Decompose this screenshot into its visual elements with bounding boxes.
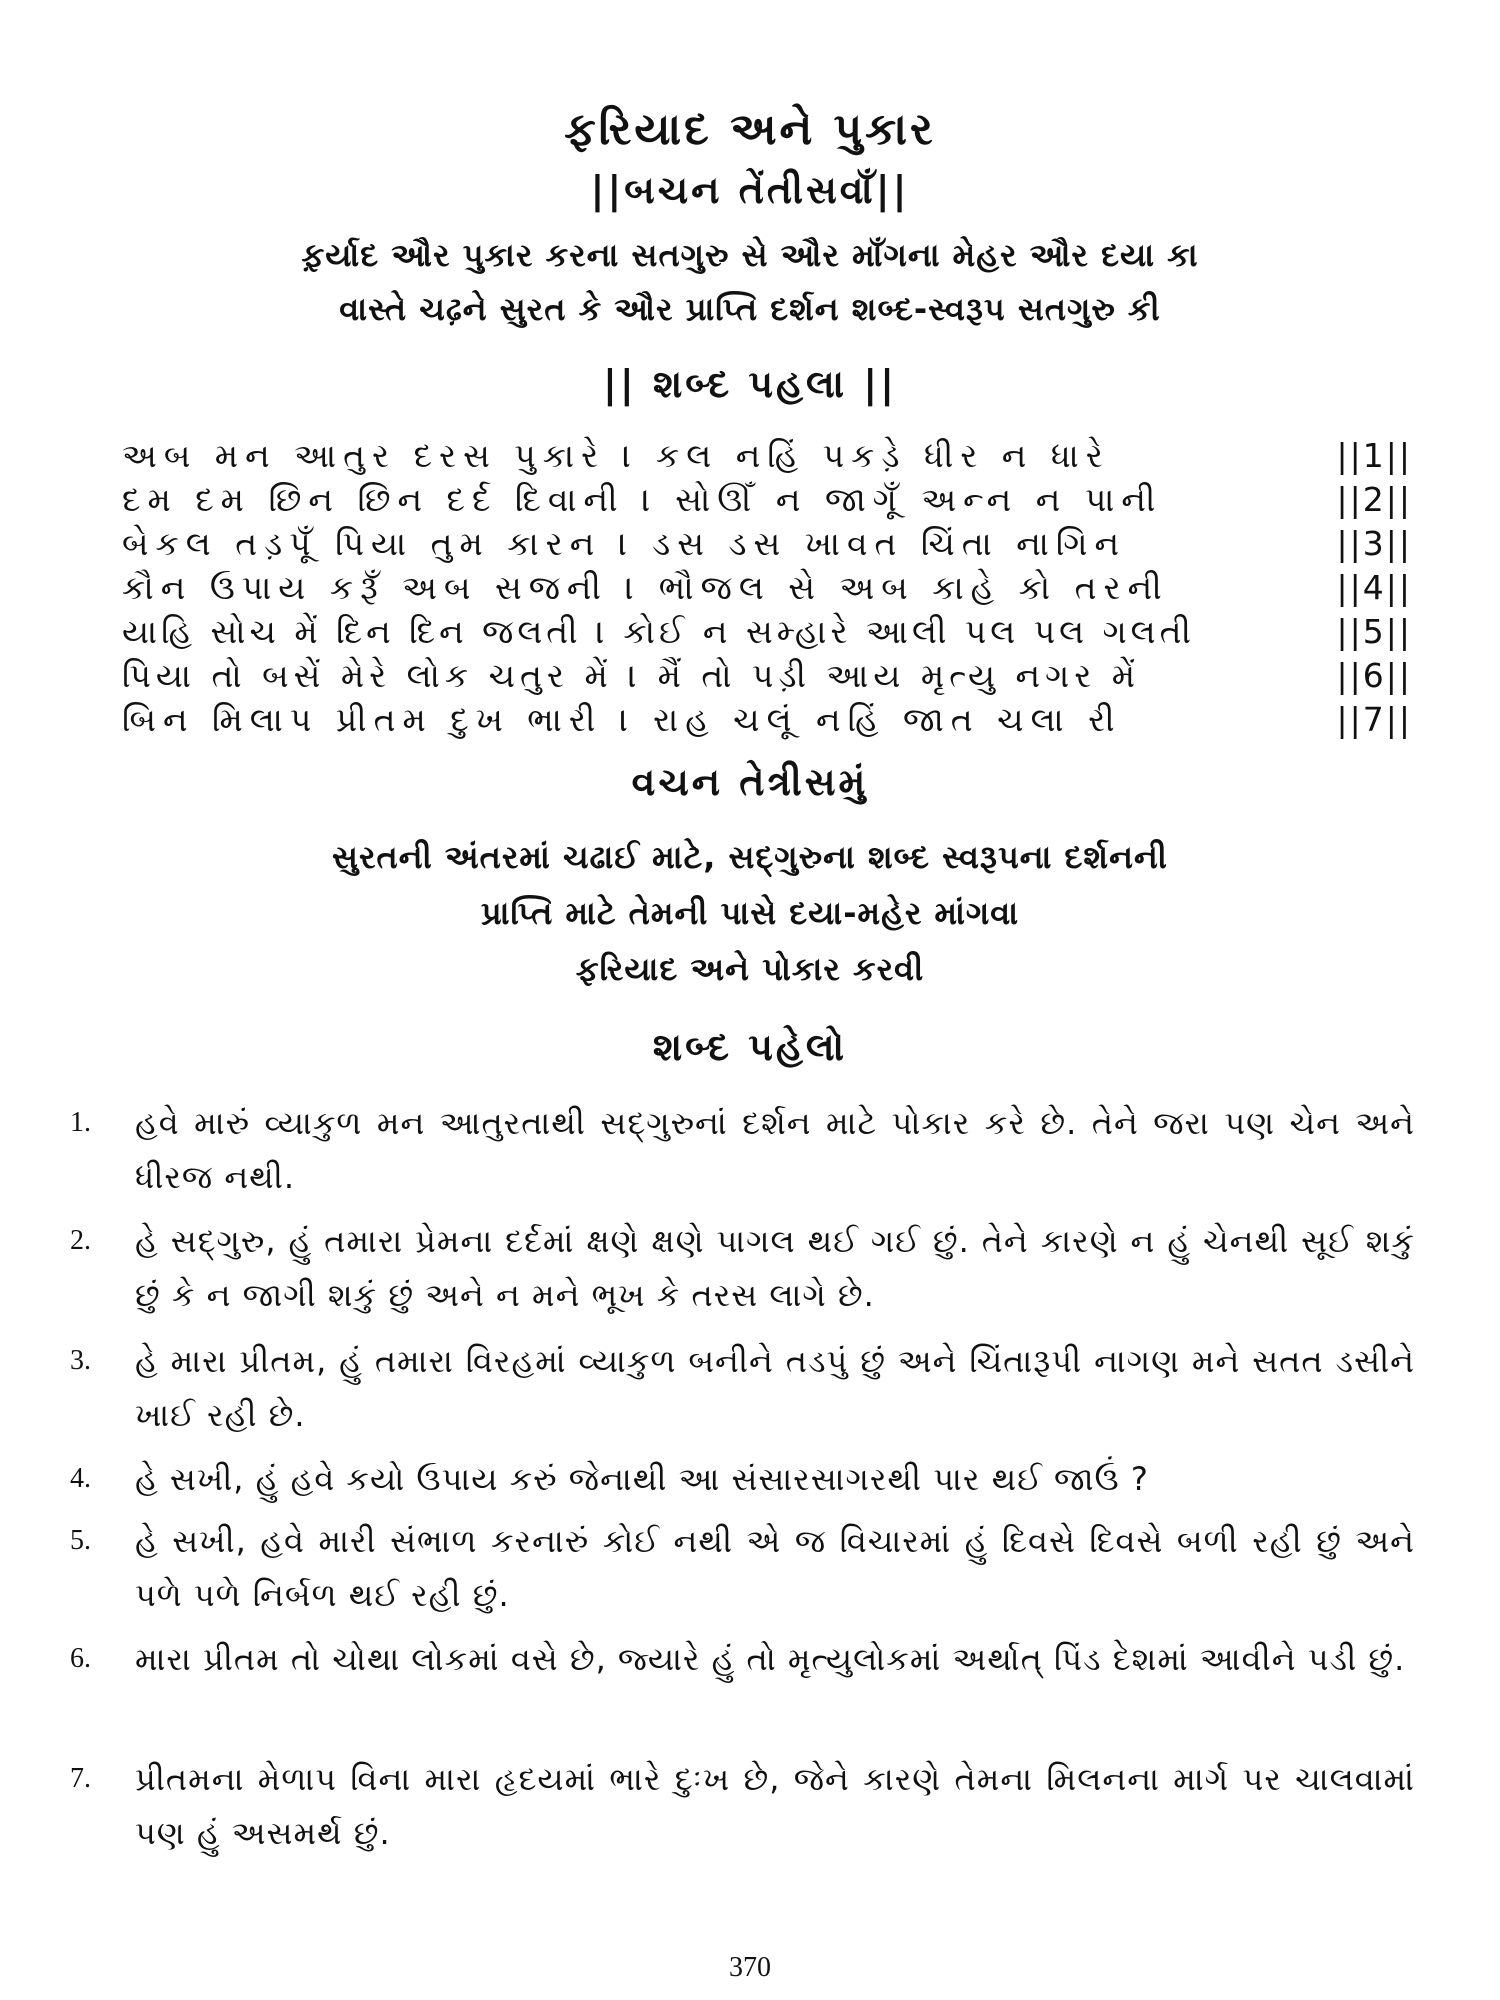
verse-line bbox=[122, 478, 1412, 522]
list-item bbox=[70, 1514, 1415, 1622]
verse-text: બિન મિલાપ પ્રીતમ દુખ ભારી । રાહ ચલૂં નહિં જાત ચલા રી bbox=[122, 700, 1122, 739]
verse-line bbox=[122, 522, 1412, 566]
page-title: ફરિયાદ અને પુકાર bbox=[564, 104, 936, 155]
verse-number: ||7|| bbox=[1336, 700, 1412, 739]
item-text: મારા પ્રીતમ તો ચોથા લોકમાં વસે છે, જ્યારે હું તો મૃત્યુલોકમાં અર્થાત્ પિંડ દેશમાં આવીને પડી છું. bbox=[135, 1640, 1406, 1678]
page-number: 370 bbox=[729, 1952, 771, 1983]
list-item bbox=[70, 1452, 1415, 1506]
verse-number: ||2|| bbox=[1336, 480, 1412, 519]
verse-line bbox=[122, 698, 1412, 742]
verse-text: અબ મન આતુર દરસ પુકારે । કલ નહિં પકડ઼ે ધીર ન ધારે bbox=[122, 436, 1110, 475]
vachan-title: વચન તેત્રીસમું bbox=[631, 760, 869, 804]
item-number: 1. bbox=[70, 1107, 91, 1138]
list-item bbox=[70, 1752, 1415, 1860]
verse-line bbox=[122, 566, 1412, 610]
hindi-description-line-2: વાસ્તે ચઢ઼ને સુરત કે ઔર પ્રાપ્તિ દર્શન શબ્દ-સ્વરૂપ સતગુરુ કી bbox=[339, 290, 1161, 328]
item-number: 2. bbox=[70, 1225, 91, 1256]
verse-number: ||5|| bbox=[1336, 612, 1412, 651]
bachan-subtitle: ||બચન તેંતીસવાઁ|| bbox=[590, 168, 910, 212]
item-number: 5. bbox=[70, 1525, 91, 1556]
item-text: હે સખી, હવે મારી સંભાળ કરનારું કોઈ નથી એ જ વિચારમાં હું દિવસે દિવસે બળી રહી છું અને પળે પળે નિર્બળ થઈ રહી છું. bbox=[135, 1522, 1415, 1614]
verse-text: યાહિ સોચ મેં દિન દિન જલતી । કોઈ ન સમ્હારે આલી પલ પલ ગલતી bbox=[122, 612, 1195, 651]
verse-line bbox=[122, 434, 1412, 478]
item-text: હે સદ્ગુરુ, હું તમારા પ્રેમના દર્દમાં ક્ષણે ક્ષણે પાગલ થઈ ગઈ છું. તેને કારણે ન હું ચેનથી સૂઈ શકું છું કે ન જાગી શકું છું અને ન મને ભૂખ કે તરસ લાગે છે. bbox=[135, 1222, 1415, 1314]
item-text: હે મારા પ્રીતમ, હું તમારા વિરહમાં વ્યાકુળ બનીને તડપું છું અને ચિંતારૂપી નાગણ મને સતત ડસીને ખાઈ રહી છે. bbox=[135, 1342, 1415, 1434]
verse-number: ||4|| bbox=[1336, 568, 1412, 607]
shabd-heading: || શબ્દ પહલા || bbox=[602, 362, 898, 406]
item-number: 7. bbox=[70, 1763, 91, 1794]
item-text: પ્રીતમના મેળાપ વિના મારા હૃદયમાં ભારે દુઃખ છે, જેને કારણે તેમના મિલનના માર્ગ પર ચાલવામાં પણ હું અસમર્થ છું. bbox=[135, 1760, 1415, 1852]
verse-line bbox=[122, 654, 1412, 698]
verse-number: ||3|| bbox=[1336, 524, 1412, 563]
verse-text: કૌન ઉપાય કરૂઁ અબ સજની । ભૌજલ સે અબ કાહે કો તરની bbox=[122, 568, 1169, 607]
item-number: 4. bbox=[70, 1463, 91, 1494]
verse-text: દમ દમ છિન છિન દર્દ દિવાની । સોઊઁ ન જાગૂઁ અન્ન ન પાની bbox=[122, 480, 1163, 519]
gujarati-description-line-2: પ્રાપ્તિ માટે તેમની પાસે દયા-મહેર માંગવા bbox=[480, 894, 1020, 932]
verse-text: પિયા તો બસેં મેરે લોક ચતુર મેં । મૈં તો પડ઼ી આય મૃત્યુ નગર મેં bbox=[122, 656, 1141, 695]
item-number: 3. bbox=[70, 1345, 91, 1376]
verse-number: ||1|| bbox=[1336, 436, 1412, 475]
list-item bbox=[70, 1214, 1415, 1322]
item-number: 6. bbox=[70, 1643, 91, 1674]
item-text: હે સખી, હું હવે કયો ઉપાય કરું જેનાથી આ સંસારસાગરથી પાર થઈ જાઉં ? bbox=[135, 1460, 1149, 1498]
gujarati-description-line-1: સુરતની અંતરમાં ચઢાઈ માટે, સદ્ગુરુના શબ્દ સ્વરૂપના દર્શનની bbox=[332, 838, 1168, 876]
verse-line bbox=[122, 610, 1412, 654]
list-item bbox=[70, 1096, 1415, 1204]
shabd-pahelo-heading: શબ્દ પહેલો bbox=[652, 1025, 848, 1069]
verse-number: ||6|| bbox=[1336, 656, 1412, 695]
verse-text: બેકલ તડ઼પૂઁ પિયા તુમ કારન । ડસ ડસ ખાવત ચિંતા નાગિન bbox=[122, 524, 1127, 563]
item-text: હવે મારું વ્યાકુળ મન આતુરતાથી સદ્ગુરુનાં દર્શન માટે પોકાર કરે છે. તેને જરા પણ ચેન અને ધીરજ નથી. bbox=[135, 1104, 1415, 1196]
gujarati-description-line-3: ફરિયાદ અને પોકાર કરવી bbox=[575, 950, 925, 988]
list-item bbox=[70, 1334, 1415, 1442]
list-item bbox=[70, 1632, 1415, 1686]
hindi-description-line-1: ફ઼ર્યાદ ઔર પુકાર કરના સતગુરુ સે ઔર માઁગના મેહર ઔર દયા કા bbox=[301, 236, 1199, 274]
